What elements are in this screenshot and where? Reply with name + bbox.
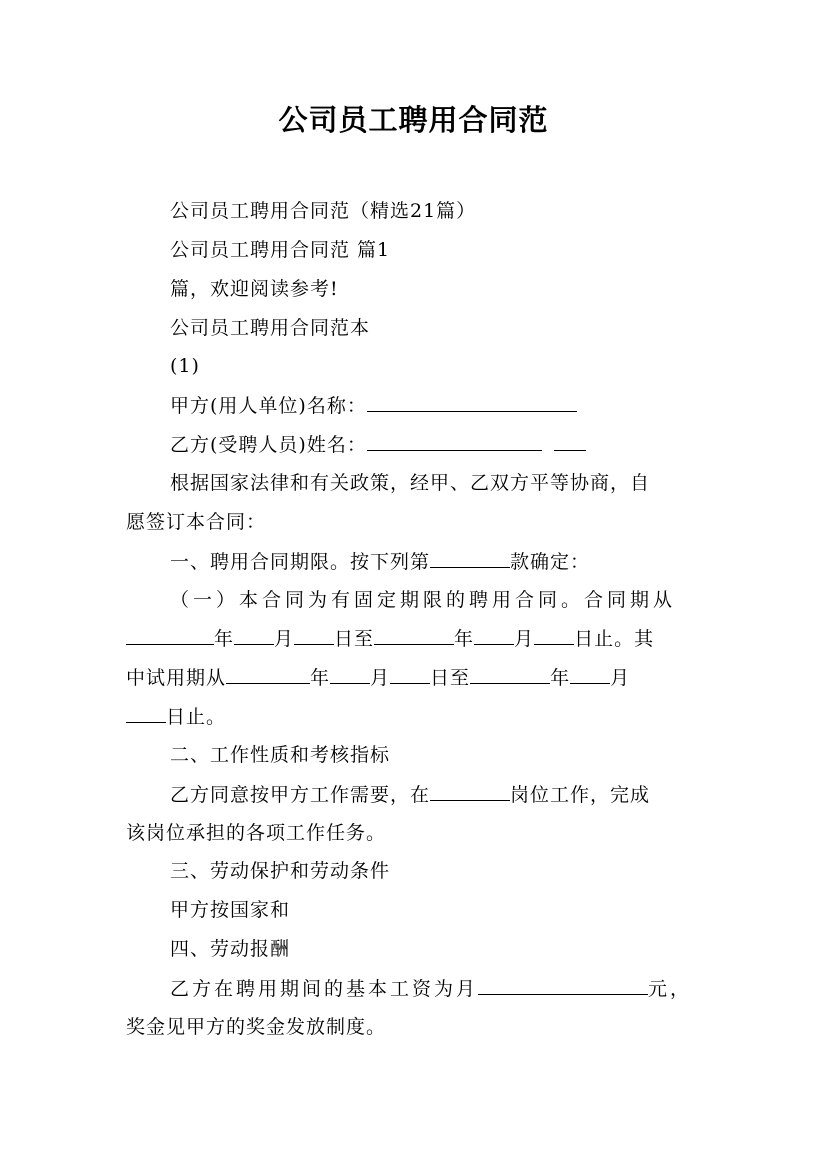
line-text: 公司员工聘用合同范（精选21篇） bbox=[170, 200, 477, 222]
text-line bbox=[126, 1014, 386, 1040]
line-text: 四、劳动报酬 bbox=[170, 938, 291, 960]
field-label: 乙方(受聘人员)姓名： bbox=[170, 434, 367, 456]
fill-in-blank bbox=[226, 664, 310, 684]
text-line bbox=[170, 237, 390, 263]
line-text: 月 bbox=[610, 667, 631, 689]
text-line bbox=[170, 742, 390, 768]
text-line bbox=[126, 703, 226, 730]
line-text: (1) bbox=[170, 355, 200, 377]
line-text: 甲方按国家和 bbox=[170, 899, 291, 921]
line-text: 奖金见甲方的奖金发放制度。 bbox=[126, 1016, 387, 1038]
fill-in-blank bbox=[367, 392, 577, 412]
line-text: 根据国家法律和有关政策，经甲、乙双方平等协商，自 bbox=[170, 472, 651, 494]
line-text: 日止。其 bbox=[574, 628, 655, 650]
line-text: 三、劳动保护和劳动条件 bbox=[170, 860, 391, 882]
fill-in-blank bbox=[126, 625, 214, 645]
line-text: 公司员工聘用合同范 篇1 bbox=[170, 239, 391, 261]
fill-in-blank bbox=[534, 625, 574, 645]
text-line bbox=[170, 975, 692, 1002]
line-text: 该岗位承担的各项工作任务。 bbox=[126, 822, 387, 844]
field-label: 甲方(用人单位)名称： bbox=[170, 395, 367, 417]
fill-in-blank bbox=[294, 625, 334, 645]
line-text: 日止。 bbox=[166, 706, 227, 728]
text-line bbox=[126, 820, 386, 846]
line-text: 月 bbox=[274, 628, 295, 650]
fill-in-blank bbox=[234, 625, 274, 645]
text-line bbox=[170, 353, 200, 379]
text-line bbox=[126, 664, 630, 691]
text-line bbox=[170, 858, 390, 884]
line-text: 年 bbox=[214, 628, 235, 650]
line-text: 款确定： bbox=[510, 551, 591, 573]
line-text: 篇，欢迎阅读参考! bbox=[170, 278, 339, 300]
fill-in-blank bbox=[430, 548, 510, 568]
line-text: 一、聘用合同期限。按下列第 bbox=[170, 551, 431, 573]
fill-in-blank bbox=[470, 664, 550, 684]
line-text: （一）本合同为有固定期限的聘用合同。合同期从 bbox=[170, 589, 677, 611]
line-text: 日至 bbox=[334, 628, 375, 650]
text-line bbox=[170, 276, 339, 302]
fill-in-blank bbox=[374, 625, 454, 645]
text-line bbox=[126, 509, 266, 535]
text-line bbox=[170, 198, 476, 224]
fill-in-blank bbox=[367, 431, 542, 451]
line-text: 乙方在聘用期间的基本工资为月 bbox=[170, 978, 479, 1000]
line-text: 愿签订本合同： bbox=[126, 511, 267, 533]
line-text: 年 bbox=[550, 667, 571, 689]
text-line bbox=[170, 936, 290, 962]
document-title: 公司员工聘用合同范 bbox=[278, 103, 549, 137]
line-text: 年 bbox=[454, 628, 475, 650]
line-text: 月 bbox=[370, 667, 391, 689]
text-line bbox=[170, 781, 650, 808]
fill-in-blank bbox=[554, 431, 586, 451]
line-text: 二、工作性质和考核指标 bbox=[170, 744, 391, 766]
line-text: 元， bbox=[648, 978, 693, 1000]
fill-in-blank bbox=[330, 664, 370, 684]
line-text: 年 bbox=[310, 667, 331, 689]
fill-in-blank bbox=[126, 703, 166, 723]
line-text: 中试用期从 bbox=[126, 667, 227, 689]
text-line bbox=[170, 392, 577, 419]
line-text: 月 bbox=[514, 628, 535, 650]
text-line bbox=[170, 897, 290, 923]
text-line bbox=[170, 470, 650, 496]
fill-in-blank bbox=[390, 664, 430, 684]
line-text: 日至 bbox=[430, 667, 471, 689]
text-line bbox=[170, 587, 676, 613]
text-line bbox=[170, 315, 370, 341]
text-line bbox=[170, 548, 590, 575]
text-line bbox=[126, 625, 654, 652]
fill-in-blank bbox=[474, 625, 514, 645]
text-line bbox=[170, 431, 586, 458]
fill-in-blank bbox=[430, 781, 510, 801]
line-text: 公司员工聘用合同范本 bbox=[170, 317, 371, 339]
fill-in-blank bbox=[570, 664, 610, 684]
fill-in-blank bbox=[478, 975, 648, 995]
line-text: 乙方同意按甲方工作需要，在 bbox=[170, 784, 431, 806]
line-text: 岗位工作，完成 bbox=[510, 784, 651, 806]
